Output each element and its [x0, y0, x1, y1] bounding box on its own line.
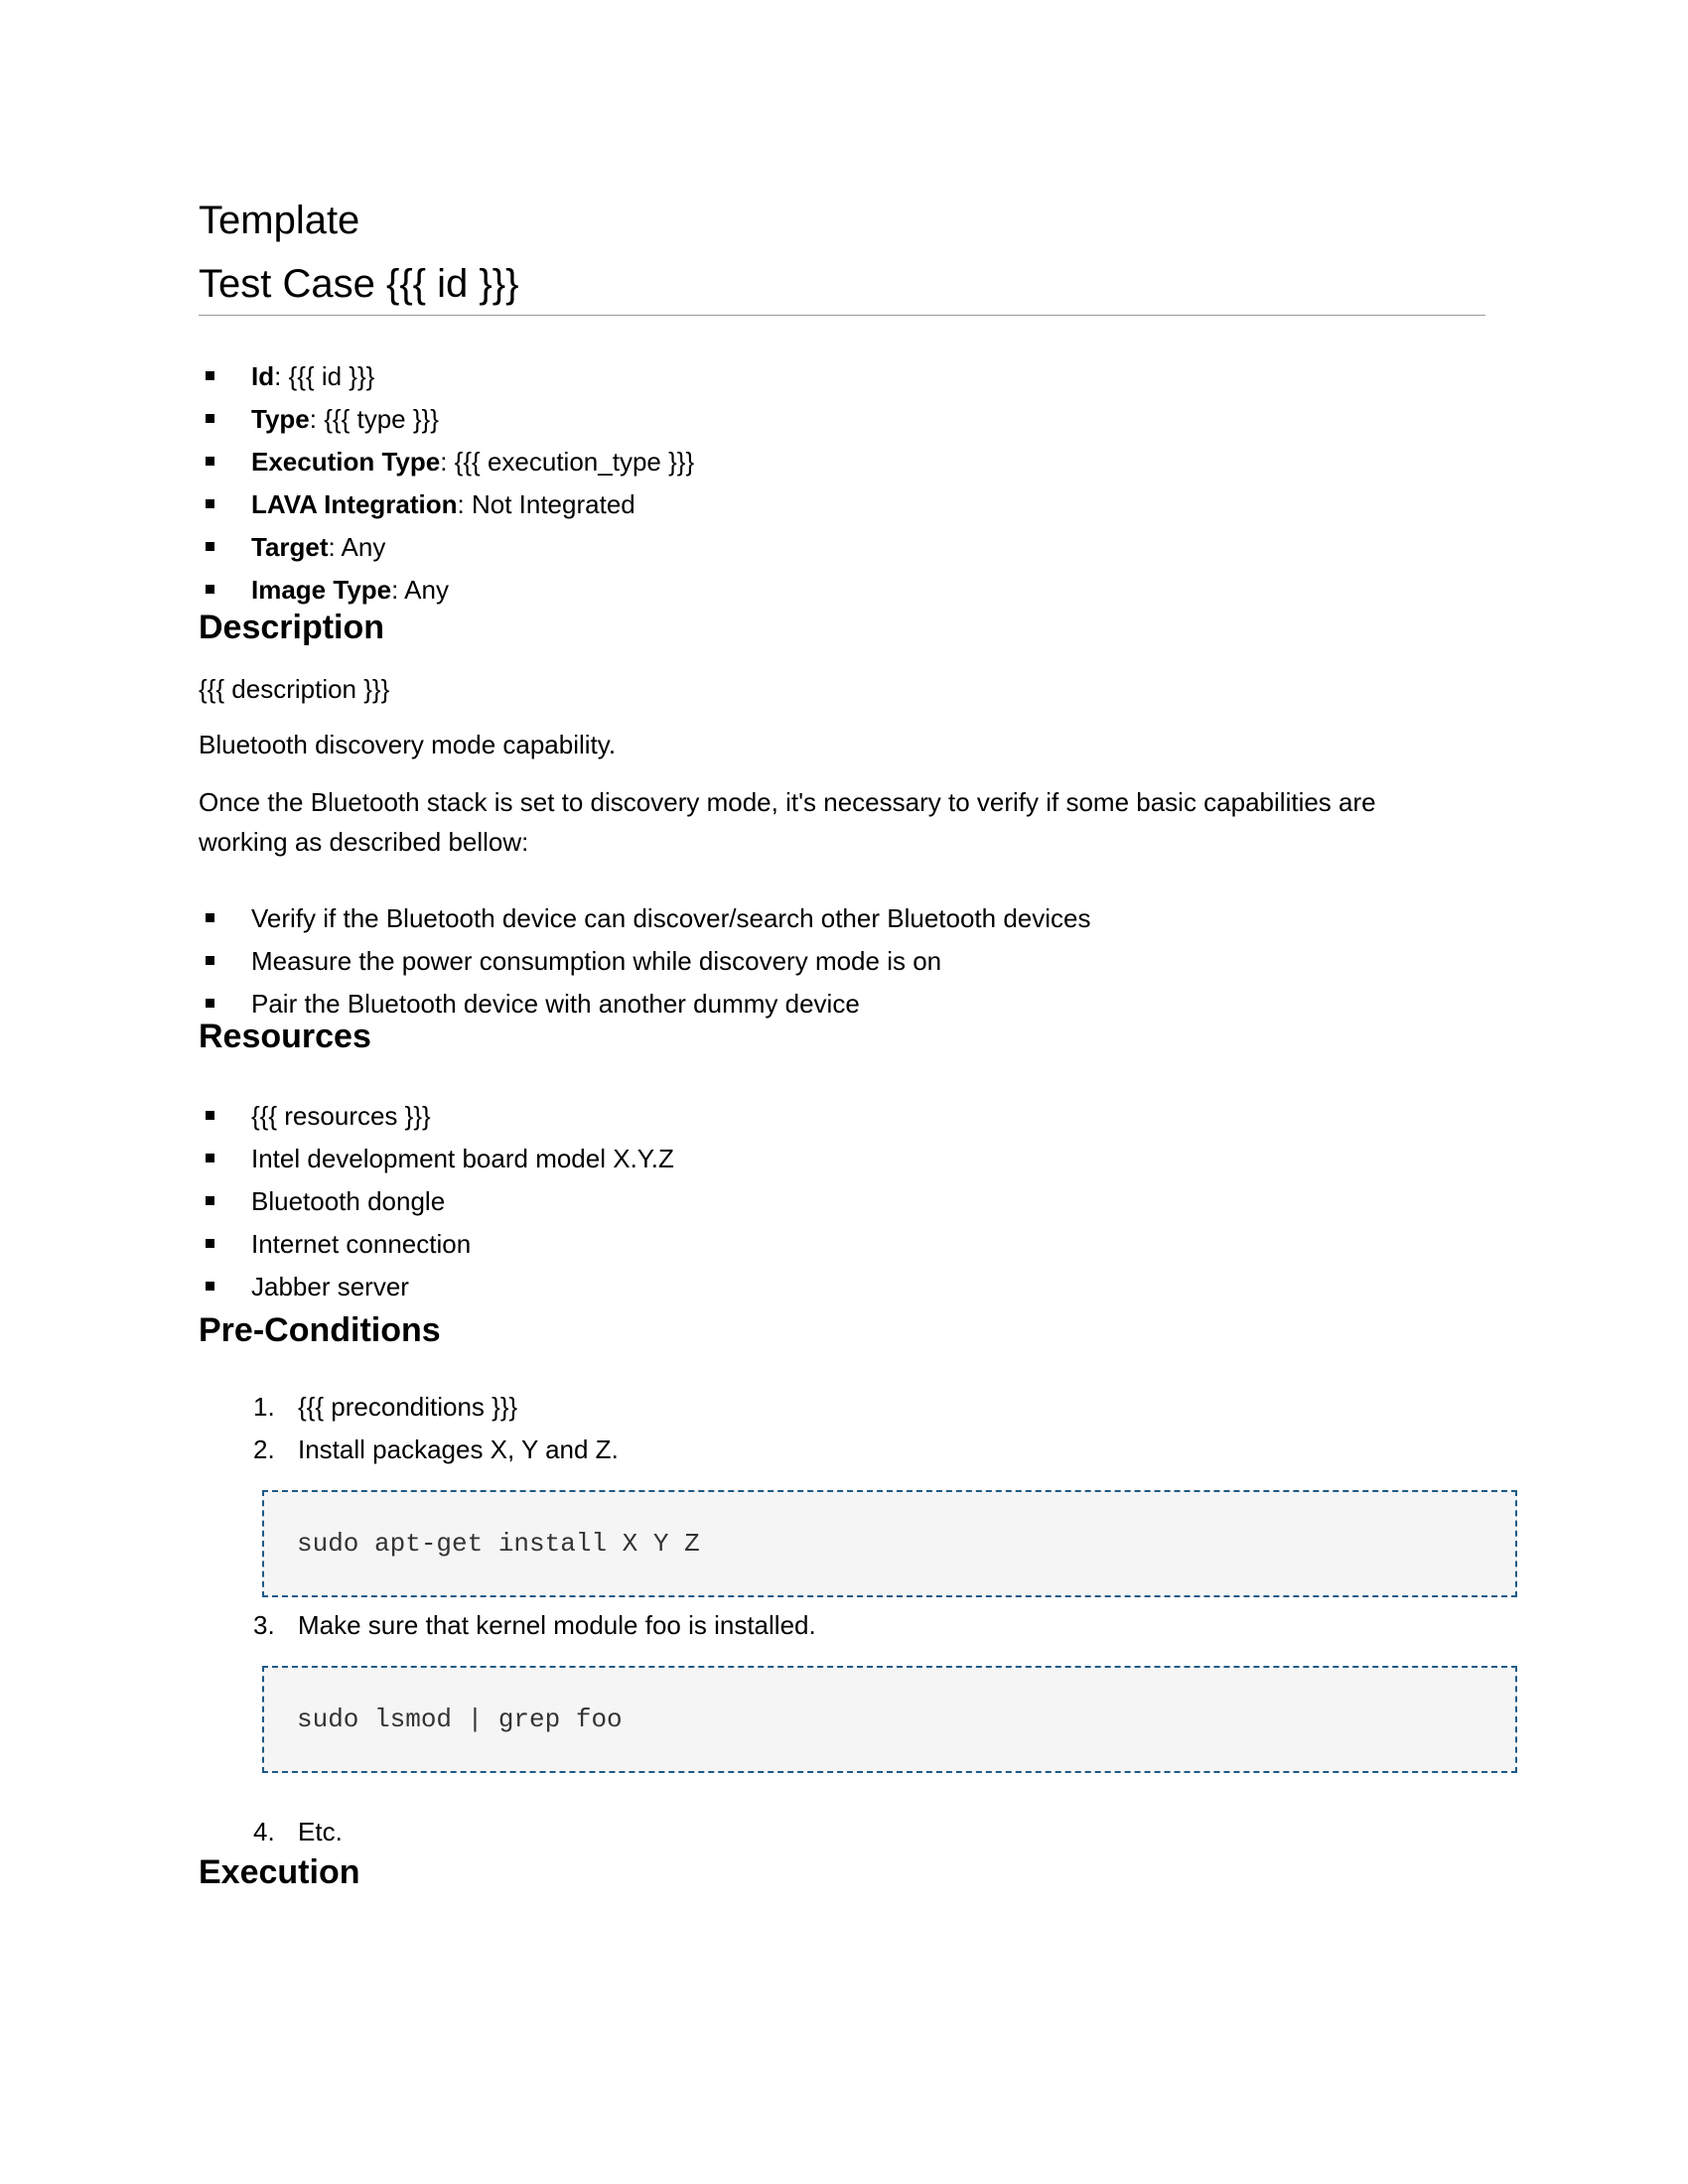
step-text: Etc.: [298, 1817, 343, 1846]
list-item: [199, 1604, 1489, 1647]
test-case-title: Test Case {{{ id }}}: [199, 262, 519, 306]
list-item: Measure the power consumption while discovery mode is on: [199, 940, 1489, 983]
list-item: Internet connection: [199, 1223, 1489, 1266]
list-item: Intel development board model X.Y.Z: [199, 1138, 1489, 1180]
description-list: [199, 897, 1489, 1025]
description-summary: Bluetooth discovery mode capability.: [199, 730, 617, 759]
document-title: Template: [199, 199, 360, 242]
list-item: [199, 1386, 1489, 1429]
step-text: {{{ preconditions }}}: [298, 1392, 518, 1422]
code-block: [262, 1490, 1517, 1597]
metadata-item-target: [199, 526, 1489, 569]
metadata-value: : Any: [328, 532, 386, 562]
step-number: 4.: [253, 1817, 275, 1846]
bullet-icon: [206, 1282, 214, 1291]
precondition-step-4: [199, 1811, 1489, 1853]
list-item: Pair the Bluetooth device with another dummy device: [199, 983, 1489, 1025]
resources-heading: Resources: [199, 1018, 371, 1055]
preconditions-heading: Pre-Conditions: [199, 1311, 441, 1349]
bullet-icon: [206, 542, 214, 551]
bullet-icon: [206, 371, 214, 380]
bullet-icon: [206, 1239, 214, 1248]
description-body: Once the Bluetooth stack is set to discovery mode, it's necessary to verify if some basic capabilities are working as described bellow:: [199, 787, 1376, 857]
metadata-value: : {{{ id }}}: [274, 361, 375, 391]
bullet-icon: [206, 499, 214, 508]
bullet-icon: [206, 999, 214, 1008]
metadata-key: Execution Type: [251, 447, 441, 477]
execution-heading: Execution: [199, 1853, 360, 1891]
metadata-value: : {{{ execution_type }}}: [440, 447, 695, 477]
bullet-icon: [206, 1111, 214, 1120]
step-text: Install packages X, Y and Z.: [298, 1434, 619, 1464]
bullet-icon: [206, 414, 214, 423]
metadata-item-lava-integration: [199, 483, 1489, 526]
code-text: sudo apt-get install X Y Z: [297, 1529, 700, 1559]
metadata-value: : Any: [391, 575, 449, 605]
bullet-icon: [206, 913, 214, 922]
bullet-icon: [206, 457, 214, 466]
list-item: [199, 1429, 1489, 1471]
bullet-icon: [206, 1196, 214, 1205]
title-divider: [199, 315, 1485, 316]
metadata-key: LAVA Integration: [251, 489, 458, 519]
code-block: [262, 1666, 1517, 1773]
list-item: Verify if the Bluetooth device can discover/search other Bluetooth devices: [199, 897, 1489, 940]
description-heading: Description: [199, 609, 385, 646]
list-item: {{{ resources }}}: [199, 1095, 1489, 1138]
bullet-icon: [206, 956, 214, 965]
list-item: Jabber server: [199, 1266, 1489, 1308]
description-placeholder: {{{ description }}}: [199, 674, 390, 704]
metadata-list: [199, 355, 1489, 612]
precondition-step-1: [199, 1386, 1489, 1429]
step-number: 3.: [253, 1610, 275, 1640]
list-item: Bluetooth dongle: [199, 1180, 1489, 1223]
step-number: 1.: [253, 1392, 275, 1422]
code-text: sudo lsmod | grep foo: [297, 1705, 623, 1734]
metadata-key: Image Type: [251, 575, 392, 605]
metadata-item-execution-type: [199, 441, 1489, 483]
metadata-key: Id: [251, 361, 275, 391]
bullet-icon: [206, 1154, 214, 1162]
metadata-value: : Not Integrated: [457, 489, 635, 519]
step-number: 2.: [253, 1434, 275, 1464]
metadata-item-type: [199, 398, 1489, 441]
precondition-step-3: [199, 1604, 1489, 1647]
metadata-item-id: [199, 355, 1489, 398]
precondition-step-2: [199, 1429, 1489, 1471]
list-item: [199, 1811, 1489, 1853]
resources-list: [199, 1095, 1489, 1308]
metadata-value: : {{{ type }}}: [309, 404, 439, 434]
metadata-key: Target: [251, 532, 329, 562]
bullet-icon: [206, 585, 214, 594]
metadata-key: Type: [251, 404, 310, 434]
step-text: Make sure that kernel module foo is installed.: [298, 1610, 816, 1640]
